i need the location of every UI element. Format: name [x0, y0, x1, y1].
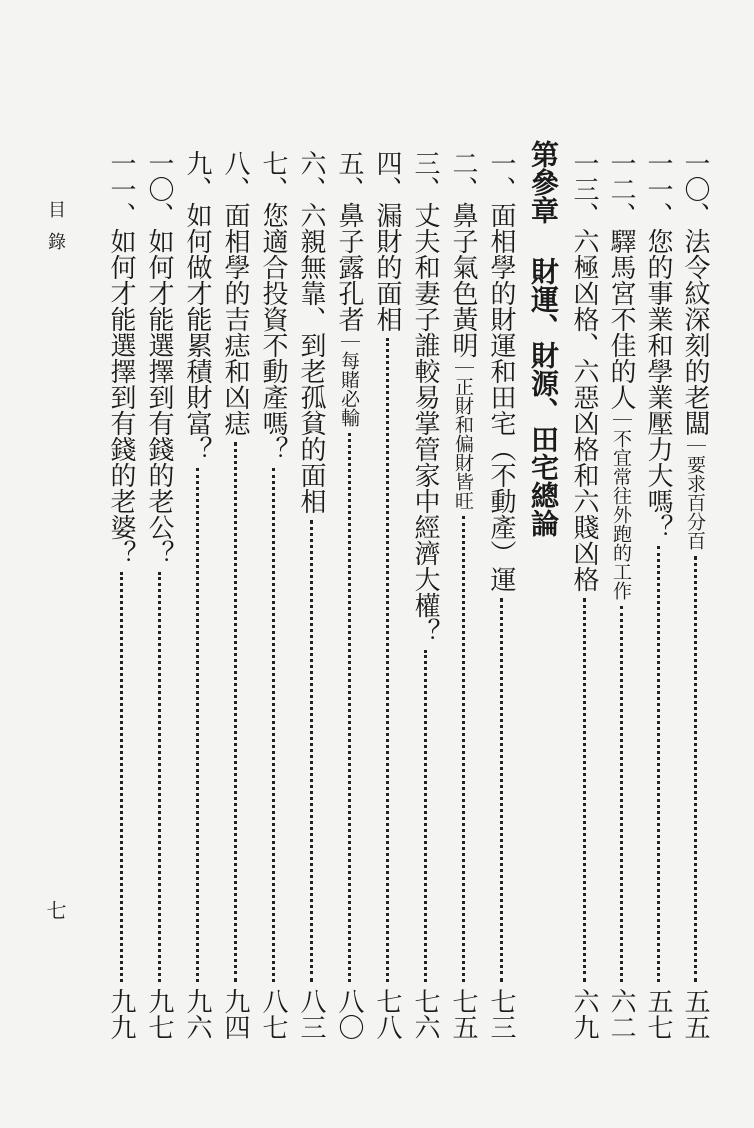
entry-page: 七八 — [372, 988, 402, 1040]
dot-leader — [386, 338, 389, 982]
entry-number: 一〇、 — [144, 150, 174, 228]
entry-title: 面相學的吉痣和凶痣 — [220, 202, 250, 436]
dot-leader — [120, 572, 123, 982]
entry-number: 一三、 — [569, 150, 599, 228]
dot-leader — [310, 520, 313, 982]
entry-title: 您適合投資不動產嗎？ — [258, 202, 288, 462]
entry-subtitle: ｜每賭必輸 — [338, 332, 360, 427]
entry-number: 六、 — [296, 150, 326, 202]
toc-entry — [410, 150, 440, 1040]
running-head: 目錄 — [45, 200, 66, 264]
entry-title: 如何才能選擇到有錢的老公？ — [144, 228, 174, 566]
entry-title: 六親無靠、到老孤貧的面相 — [296, 202, 326, 514]
dot-leader — [462, 516, 465, 982]
dot-leader — [500, 598, 503, 982]
entry-title: 漏財的面相 — [372, 202, 402, 332]
entry-title: 面相學的財運和田宅（不動產）運 — [486, 202, 516, 592]
toc-entry — [569, 150, 599, 1040]
entry-page: 八三 — [296, 988, 326, 1040]
entry-title: 鼻子露孔者 — [334, 202, 364, 332]
entry-page: 六二 — [606, 988, 636, 1040]
entry-title: 法令紋深刻的老闆 — [680, 228, 710, 436]
toc-entry — [606, 150, 636, 1040]
toc-entry — [106, 150, 136, 1040]
entry-subtitle: ｜要求百分百 — [684, 436, 706, 550]
entry-page: 九九 — [106, 988, 136, 1040]
toc-entry — [144, 150, 174, 1040]
entry-number: 一〇、 — [680, 150, 710, 228]
toc-entry — [372, 150, 402, 1040]
entry-title: 您的事業和學業壓力大嗎？ — [643, 228, 673, 540]
entry-title: 如何才能選擇到有錢的老婆？ — [106, 228, 136, 566]
entry-page: 九六 — [182, 988, 212, 1040]
entry-page: 五七 — [643, 988, 673, 1040]
toc-entry — [258, 150, 288, 1040]
dot-leader — [620, 606, 623, 982]
toc-entry — [296, 150, 326, 1040]
entry-page: 七五 — [448, 988, 478, 1040]
entry-number: 八、 — [220, 150, 250, 202]
entry-page: 九四 — [220, 988, 250, 1040]
dot-leader — [272, 468, 275, 982]
entry-title: 六極凶格、六惡凶格和六賤凶格 — [569, 228, 599, 592]
toc-entry — [680, 150, 710, 1040]
dot-leader — [158, 572, 161, 982]
toc-entry — [334, 150, 364, 1040]
toc-entry — [220, 150, 250, 1040]
entry-number: 二、 — [448, 150, 478, 202]
entry-number: 一一、 — [106, 150, 136, 228]
entry-number: 九、 — [182, 150, 212, 202]
entry-number: 一、 — [486, 150, 516, 202]
toc-entry — [486, 150, 516, 1040]
entry-number: 一二、 — [606, 150, 636, 228]
dot-leader — [657, 546, 660, 982]
entry-page: 七六 — [410, 988, 440, 1040]
toc-entry — [448, 150, 478, 1040]
entry-title: 丈夫和妻子誰較易掌管家中經濟大權？ — [410, 202, 440, 644]
page-number: 七 — [43, 900, 67, 920]
entry-number: 四、 — [372, 150, 402, 202]
dot-leader — [234, 442, 237, 982]
entry-page: 八七 — [258, 988, 288, 1040]
entry-number: 三、 — [410, 150, 440, 202]
entry-title: 驛馬宮不佳的人 — [606, 228, 636, 410]
dot-leader — [583, 598, 586, 982]
entry-page: 六九 — [569, 988, 599, 1040]
entry-subtitle: ｜不宜常往外跑的工作 — [610, 410, 632, 600]
entry-subtitle: ｜正財和偏財皆旺 — [452, 358, 474, 510]
entry-number: 一一、 — [643, 150, 673, 228]
entry-number: 七、 — [258, 150, 288, 202]
entry-page: 七三 — [486, 988, 516, 1040]
dot-leader — [424, 650, 427, 982]
entry-page: 五五 — [680, 988, 710, 1040]
entry-title: 如何做才能累積財富？ — [182, 202, 212, 462]
dot-leader — [348, 433, 351, 982]
entry-number: 五、 — [334, 150, 364, 202]
toc-entry — [182, 150, 212, 1040]
dot-leader — [694, 556, 697, 982]
entry-page: 九七 — [144, 988, 174, 1040]
chapter-title: 第參章 財運、財源、田宅總論 — [527, 140, 560, 537]
entry-page: 八〇 — [334, 988, 364, 1040]
dot-leader — [196, 468, 199, 982]
entry-title: 鼻子氣色黃明 — [448, 202, 478, 358]
toc-entry — [643, 150, 673, 1040]
